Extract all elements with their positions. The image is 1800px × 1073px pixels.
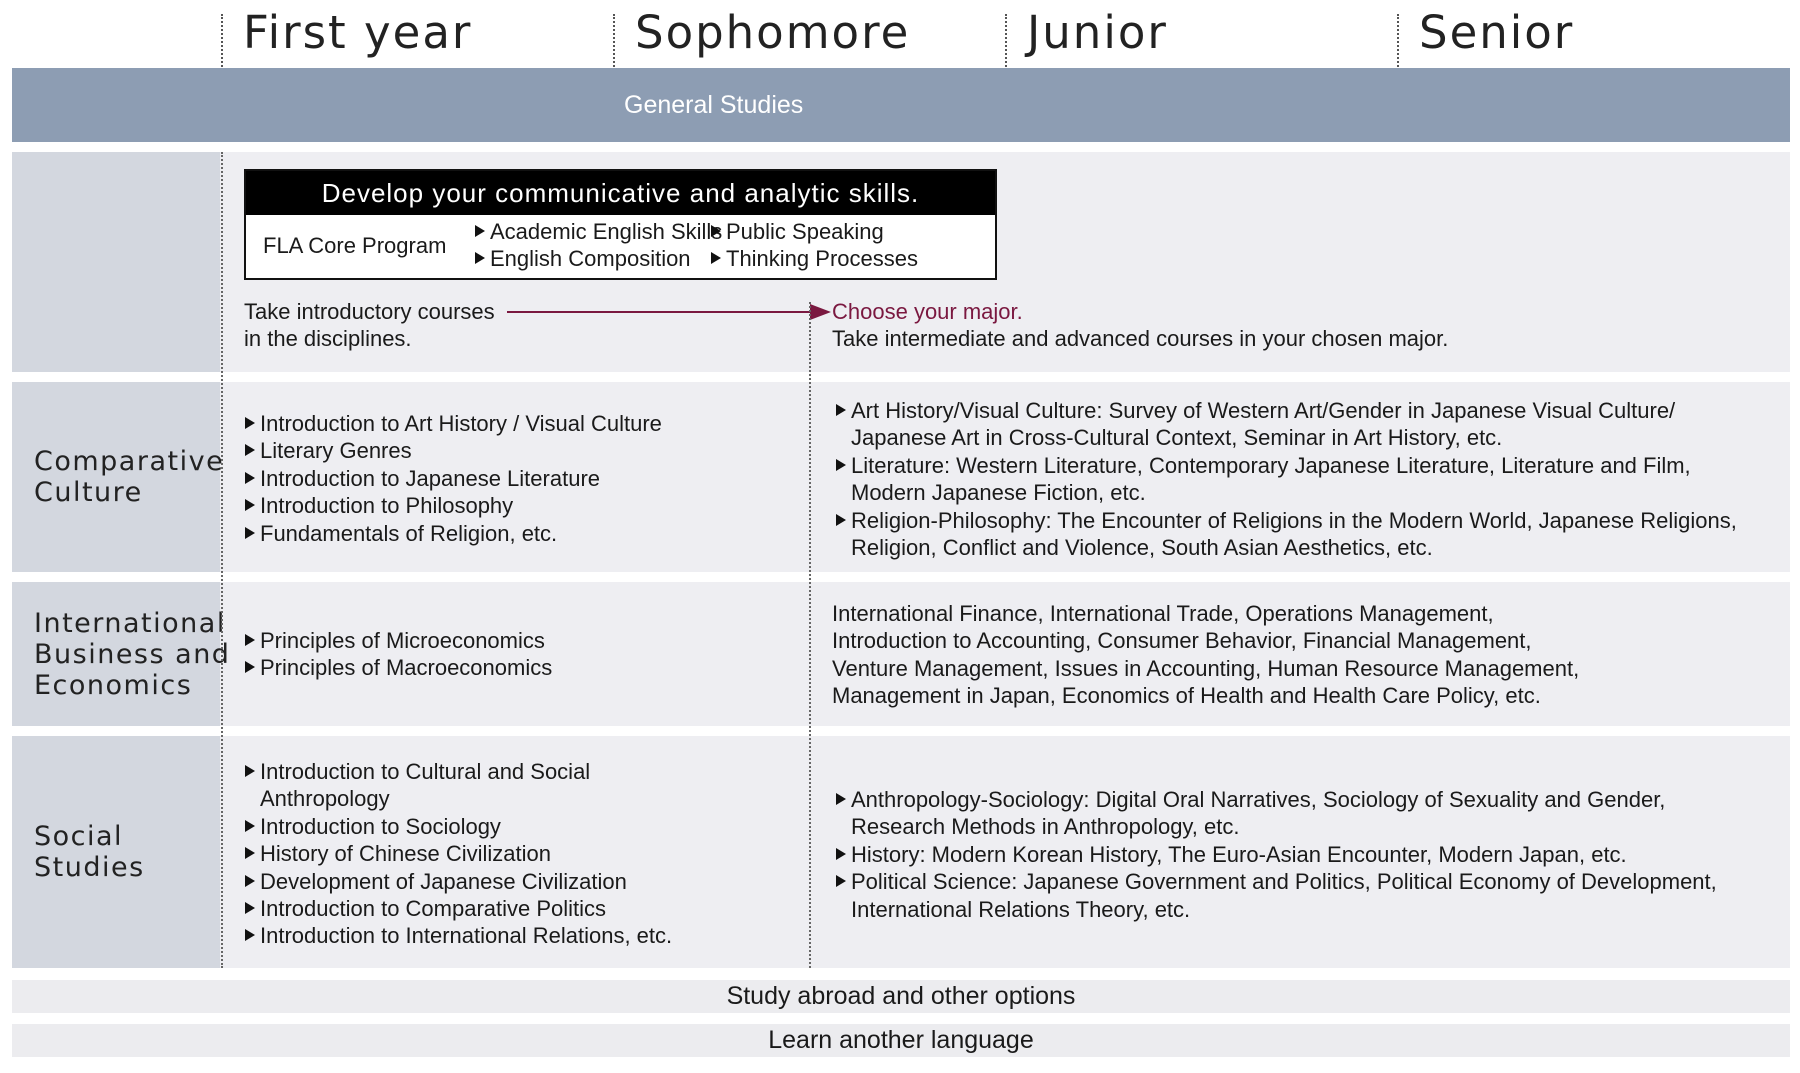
major-arrow	[505, 300, 835, 320]
skill-list-b	[710, 218, 918, 273]
intro-right	[832, 298, 1448, 353]
list-item: Introduction to Japanese Literature	[244, 465, 662, 492]
year-first: First year	[243, 6, 473, 59]
major-arrow-head	[810, 304, 831, 320]
skills-title: Develop your communicative and analytic skills.	[246, 171, 995, 215]
list-item-cont: Religion, Conflict and Violence, South Asian Aesthetics, etc.	[851, 535, 1433, 561]
list-item: Principles of Microeconomics	[244, 627, 552, 654]
list-item: Introduction to Philosophy	[244, 492, 662, 519]
list-item: Literature: Western Literature, Contemporary Japanese Literature, Literature and Film,	[835, 452, 1737, 479]
row-label-comparative-culture: Comparative Culture	[34, 446, 225, 508]
skills-row-head	[12, 152, 220, 372]
skill-item: English Composition	[474, 245, 722, 272]
skill-item: Public Speaking	[710, 218, 918, 245]
list-item: Political Science: Japanese Government and Politics, Political Economy of Development,	[835, 868, 1717, 895]
intro-right-text: Take intermediate and advanced courses in your chosen major.	[832, 326, 1449, 352]
skill-item: Academic English Skills	[474, 218, 722, 245]
list-item-cont: Research Methods in Anthropology, etc.	[851, 814, 1240, 840]
list-item: History of Chinese Civilization	[244, 840, 672, 867]
skill-list-a	[474, 218, 722, 273]
comparative-intro-list	[244, 410, 662, 547]
learn-language-band: Learn another language	[12, 1024, 1790, 1057]
choose-major: Choose your major.	[832, 299, 1023, 324]
list-item: Art History/Visual Culture: Survey of Western Art/Gender in Japanese Visual Culture/	[835, 397, 1737, 424]
social-intro-list	[244, 758, 672, 950]
list-item: Introduction to Cultural and Social	[244, 758, 672, 785]
fla-core-program: FLA Core Program	[263, 233, 447, 258]
list-item: Literary Genres	[244, 437, 662, 464]
comparative-advanced-list	[835, 397, 1737, 561]
column-divider-major	[809, 302, 811, 968]
row-label-social-studies: Social Studies	[34, 821, 145, 883]
business-advanced-text: International Finance, International Trade, Operations Management, Introduction to Accounting, Consumer Behavior, Financial Management, Venture Management, Issues in Accounting, Human Resource Management, Management in Japan, Economics of Health and Health Care Policy, etc.	[832, 601, 1580, 709]
general-studies-label: General Studies	[624, 90, 804, 119]
list-item: Anthropology-Sociology: Digital Oral Narratives, Sociology of Sexuality and Gender,	[835, 786, 1717, 813]
social-advanced-list	[835, 786, 1717, 923]
list-item-cont: Modern Japanese Fiction, etc.	[851, 480, 1146, 506]
intro-left: Take introductory courses in the disciplines.	[244, 299, 495, 352]
year-sophomore: Sophomore	[635, 6, 911, 59]
list-item-cont: International Relations Theory, etc.	[851, 896, 1191, 922]
business-intro-list	[244, 627, 552, 682]
list-item: Introduction to Sociology	[244, 813, 672, 840]
year-senior: Senior	[1419, 6, 1575, 59]
list-item: Fundamentals of Religion, etc.	[244, 520, 662, 547]
skills-box	[244, 169, 997, 280]
list-item-cont: Anthropology	[260, 786, 390, 812]
list-item: Religion-Philosophy: The Encounter of Religions in the Modern World, Japanese Religions,	[835, 507, 1737, 534]
row-label-business-economics: International Business and Economics	[34, 608, 231, 701]
column-divider-first	[221, 152, 223, 968]
list-item: Introduction to Comparative Politics	[244, 895, 672, 922]
list-item: Introduction to Art History / Visual Culture	[244, 410, 662, 437]
list-item: History: Modern Korean History, The Euro-Asian Encounter, Modern Japan, etc.	[835, 841, 1717, 868]
list-item-cont: Japanese Art in Cross-Cultural Context, Seminar in Art History, etc.	[851, 425, 1503, 451]
list-item: Development of Japanese Civilization	[244, 868, 672, 895]
list-item: Principles of Macroeconomics	[244, 654, 552, 681]
year-junior: Junior	[1027, 6, 1168, 59]
skill-item: Thinking Processes	[710, 245, 918, 272]
list-item: Introduction to International Relations, etc.	[244, 922, 672, 949]
study-abroad-band: Study abroad and other options	[12, 980, 1790, 1013]
general-studies-band	[12, 68, 1790, 142]
